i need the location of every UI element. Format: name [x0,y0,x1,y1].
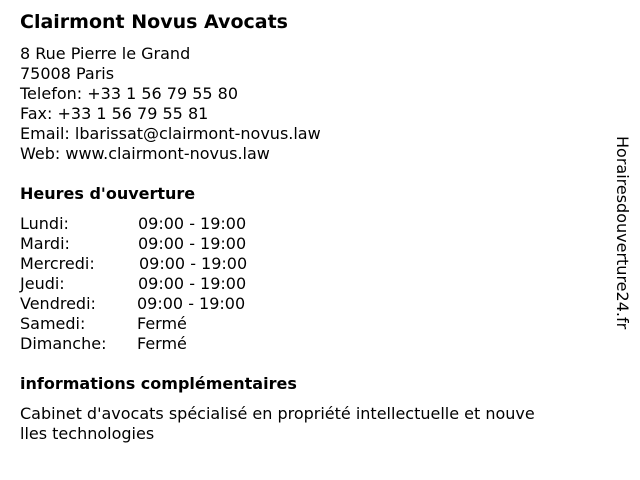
watermark [612,136,632,346]
business-name: Clairmont Novus Avocats [20,11,288,33]
day-label: Mercredi: [20,254,95,273]
day-hours: 09:00 - 19:00 [139,254,248,273]
additional-info-heading: informations complémentaires [20,374,297,393]
day-label: Jeudi: [20,274,65,293]
description-line: Cabinet d'avocats spécialisé en propriété intellectuelle et nouve [20,404,535,423]
day-label: Dimanche: [20,334,107,353]
day-label: Vendredi: [20,294,96,313]
day-hours: 09:00 - 19:00 [138,234,247,253]
day-hours: 09:00 - 19:00 [138,274,247,293]
phone-number: Telefon: +33 1 56 79 55 80 [20,84,239,103]
day-hours: Fermé [137,314,187,333]
email-address: Email: lbarissat@clairmont-novus.law [20,124,321,143]
day-label: Samedi: [20,314,86,333]
day-label: Lundi: [20,214,69,233]
description-line: lles technologies [20,424,155,443]
watermark-text: Horairesdouverture24.fr [613,136,632,330]
address-block [20,44,321,164]
day-label: Mardi: [20,234,70,253]
business-description [20,404,580,444]
day-hours: 09:00 - 19:00 [138,214,247,233]
day-hours: Fermé [137,334,187,353]
day-hours: 09:00 - 19:00 [137,294,246,313]
city-postal: 75008 Paris [20,64,115,83]
street-address: 8 Rue Pierre le Grand [20,44,191,63]
fax-number: Fax: +33 1 56 79 55 81 [20,104,209,123]
opening-hours-heading: Heures d'ouverture [20,184,196,203]
website-address: Web: www.clairmont-novus.law [20,144,270,163]
